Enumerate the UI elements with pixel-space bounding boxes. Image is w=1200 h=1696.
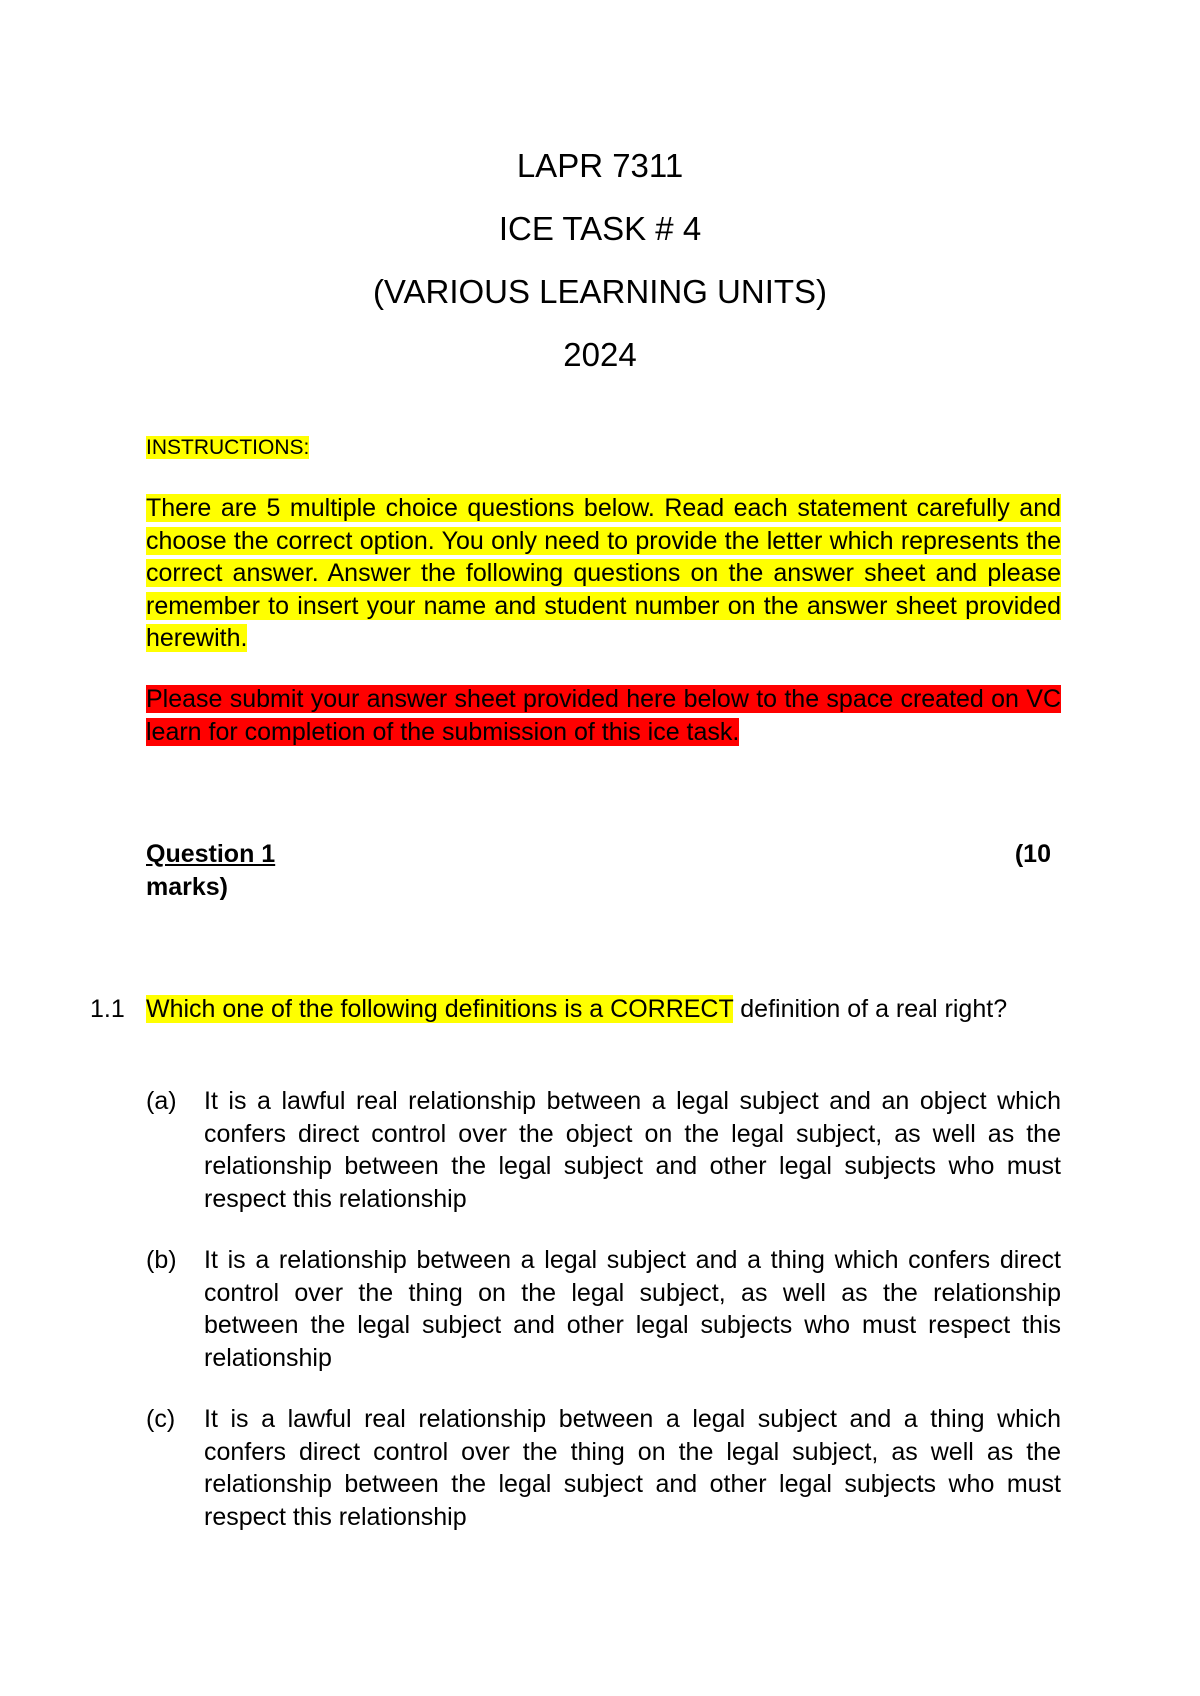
option-b <box>146 1244 1061 1374</box>
course-code: LAPR 7311 <box>516 147 684 184</box>
instructions-paragraph <box>146 492 1061 655</box>
option-text: It is a relationship between a legal subject and a thing which confers direct control over the thing on the legal subject, as well as the relationship between the legal subject and other legal subjects who must respect this relationship <box>204 1246 1061 1372</box>
question-marks-close: marks) <box>146 872 228 901</box>
question-item <box>90 993 1061 1026</box>
question-number: 1.1 <box>90 995 125 1023</box>
question-marks-open: (10 <box>1014 840 1051 868</box>
option-text: It is a lawful real relationship between a legal subject and a thing which confers direct control over the thing on the legal subject, as well as the relationship between the legal subject and other legal subjects who must respect this relationship <box>204 1405 1061 1531</box>
option-c <box>146 1403 1061 1533</box>
instructions-body: There are 5 multiple choice questions below. Read each statement carefully and choose the correct option. You only need to provide the letter which represents the correct answer. Answer the following questions on the answer sheet and please remember to insert your name and student number on the answer sheet provided herewith. <box>146 494 1061 652</box>
question-text-rest: definition of a real right? <box>733 995 1008 1023</box>
title-block <box>0 146 1200 398</box>
question-text-highlight: Which one of the following definitions is a CORRECT <box>146 995 734 1023</box>
option-letter: (b) <box>146 1246 177 1274</box>
option-a <box>146 1085 1061 1215</box>
submit-notice: Please submit your answer sheet provided here below to the space created on VC learn for completion of the submission of this ice task. <box>146 685 1061 746</box>
question-heading <box>146 838 1061 903</box>
instructions-heading <box>146 434 1061 462</box>
option-text: It is a lawful real relationship between a legal subject and an object which confers direct control over the object on the legal subject, as well as the relationship between the legal subject and other legal subjects who must respect this relationship <box>204 1087 1061 1213</box>
instructions-label: INSTRUCTIONS: <box>146 436 310 459</box>
question-text <box>146 993 1061 1026</box>
question-title: Question 1 <box>146 840 276 868</box>
task-title: ICE TASK # 4 <box>498 210 702 247</box>
submit-paragraph <box>146 683 1061 748</box>
learning-units: (VARIOUS LEARNING UNITS) <box>372 273 828 310</box>
year: 2024 <box>563 336 637 373</box>
option-letter: (a) <box>146 1087 177 1115</box>
option-letter: (c) <box>146 1405 176 1433</box>
